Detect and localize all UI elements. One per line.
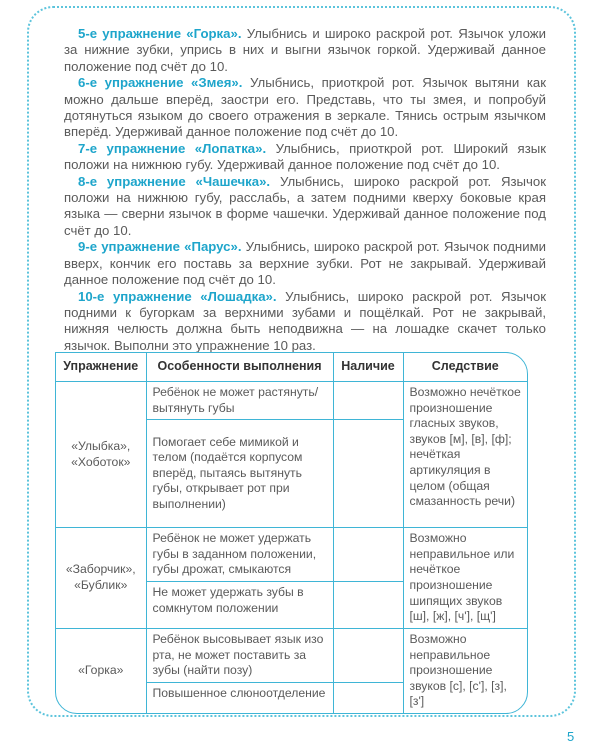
exercise-title: 8-е упражнение «Чашечка». [78,173,271,189]
exercise-text: Улыбнись, широко раскрой рот. Язычок положи на нижнюю губу, расслабь, а затем подними кверху боковые края языка — сверни язычок в форме чашечки. Удерживай данное положение под счёт до 10. [64,173,546,238]
presence-cell[interactable] [333,528,403,582]
exercise-list [64,26,546,354]
presence-cell[interactable] [333,628,403,682]
feature-cell: Ребёнок не может удержать губы в заданном положении, губы дрожат, смыкаются [146,528,333,582]
exercise-title: 9-е упражнение «Парус». [78,239,242,255]
exercise-text: Улыбнись и широко раскрой рот. Язычок уложи за нижние зубки, упрись в них и выгни язычок горкой. Удерживай данное положение под счёт до 10. [64,26,546,74]
consequence-cell: Возможно неправильное произношение звуков [с], [с'], [з], [з'] [403,628,527,713]
exercise-8 [64,174,546,240]
header-presence: Наличие [333,353,403,382]
exercise-cell: «Заборчик», «Бублик» [56,528,146,629]
presence-cell[interactable] [333,682,403,713]
exercise-cell: «Горка» [56,628,146,713]
consequence-cell: Возможно неправильное или нечёткое произношение шипящих звуков [ш], [ж], [ч'], [щ'] [403,528,527,629]
presence-cell[interactable] [333,581,403,628]
table-row [56,382,527,420]
header-exercise: Упражнение [56,353,146,382]
exercise-text: Улыбнись, приоткрой рот. Язычок вытяни как можно дальше вперёд, заостри его. Представь, что ты змея, и попробуй дотянуться языком до своего отражения в зеркале. Тянись острым язычком вперёд. Удерживай данное положение под счёт до 10. [64,75,546,140]
feature-cell: Не может удержать зубы в сомкнутом положении [146,581,333,628]
feature-cell: Ребёнок высовывает язык изо рта, не может поставить за зубы (найти позу) [146,628,333,682]
header-features: Особенности выполнения [146,353,333,382]
exercise-title: 7-е упражнение «Лопатка». [78,140,267,156]
exercise-6 [64,75,546,141]
exercise-title: 6-е упражнение «Змея». [78,75,243,91]
exercise-title: 5-е упражнение «Горка». [78,26,242,41]
consequence-cell: Возможно нечёткое произношение гласных звуков, звуков [м], [в], [ф]; нечёткая артикуляция в целом (общая смазанность речи) [403,382,527,528]
exercise-5 [64,26,546,75]
presence-cell[interactable] [333,420,403,528]
exercise-10 [64,289,546,355]
feature-cell: Помогает себе мимикой и телом (подаётся корпусом вперёд, пытаясь вытянуть губы, открывает рот при выполнении) [146,420,333,528]
header-consequence: Следствие [403,353,527,382]
feature-cell: Повышенное слюноотделение [146,682,333,713]
exercise-title: 10-е упражнение «Лошадка». [78,288,277,304]
exercise-cell: «Улыбка», «Хоботок» [56,382,146,528]
feature-cell: Ребёнок не может растянуть/вытянуть губы [146,382,333,420]
table-row [56,528,527,582]
assessment-table [55,352,528,714]
exercise-7 [64,141,546,174]
exercise-text: Улыбнись, широко раскрой рот. Язычок подними к бугоркам за верхними зубами и пощёлкай. Рот не закрывай, нижняя челюсть должна быть неподвижна — на лошадке скачет только язычок. Выполни это упражнение 10 раз. [64,288,546,353]
table-row [56,628,527,682]
page-number: 5 [567,729,575,744]
exercise-text: Улыбнись, широко раскрой рот. Язычок подними вверх, кончик его поставь за верхние зубки. Рот не закрывай. Удерживай данное положение под счёт до 10. [64,239,546,288]
table-header-row [56,353,527,382]
presence-cell[interactable] [333,382,403,420]
exercise-9 [64,239,546,288]
exercise-text: Улыбнись, приоткрой рот. Широкий язык положи на нижнюю губу. Удерживай данное положение под счёт до 10. [64,140,546,173]
